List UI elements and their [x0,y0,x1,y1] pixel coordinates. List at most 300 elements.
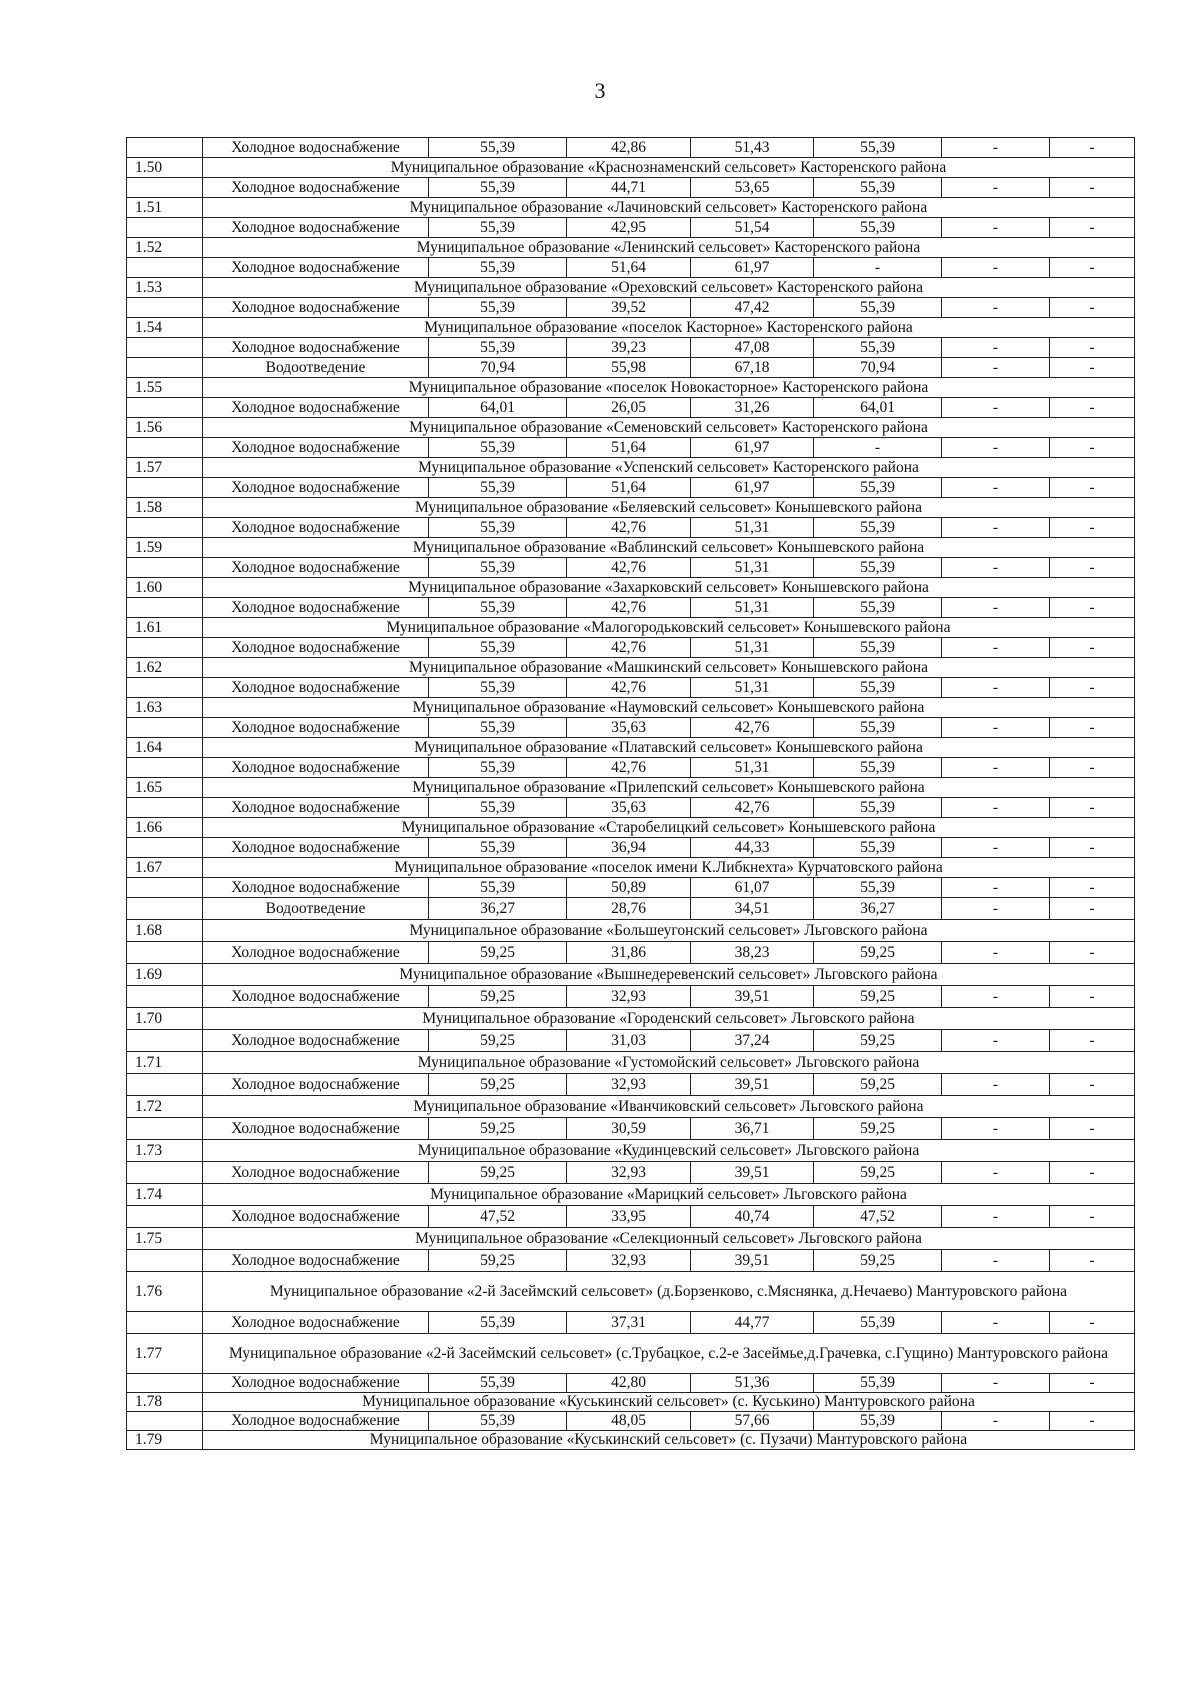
tariff-value: 39,51 [691,1162,814,1184]
empty-number-cell [127,358,203,378]
section-title: Муниципальное образование «Наумовский сельсовет» Конышевского района [203,698,1135,718]
tariff-value: - [942,758,1050,778]
service-row [127,638,1135,658]
section-row [127,278,1135,298]
section-row [127,1431,1135,1450]
tariff-value: - [942,1074,1050,1096]
service-row [127,798,1135,818]
tariff-value: 59,25 [814,1030,942,1052]
service-name: Холодное водоснабжение [203,1312,429,1334]
tariff-value: - [942,878,1050,898]
tariff-value: - [1050,758,1135,778]
tariff-value: - [1050,398,1135,418]
section-row [127,158,1135,178]
section-row [127,498,1135,518]
tariff-value: 51,36 [691,1374,814,1393]
section-number: 1.76 [127,1272,203,1312]
tariff-value: - [942,986,1050,1008]
tariff-value: - [942,1312,1050,1334]
section-row [127,1184,1135,1206]
service-row [127,838,1135,858]
section-number: 1.77 [127,1334,203,1374]
empty-number-cell [127,258,203,278]
service-row [127,598,1135,618]
tariff-value: 39,23 [567,338,691,358]
tariff-value: 51,31 [691,678,814,698]
section-row [127,858,1135,878]
tariff-value: 44,33 [691,838,814,858]
tariff-value: 55,39 [814,218,942,238]
service-name: Холодное водоснабжение [203,678,429,698]
service-row [127,1374,1135,1393]
tariff-value: 30,59 [567,1118,691,1140]
tariff-value: 55,39 [814,338,942,358]
service-row [127,1118,1135,1140]
service-name: Холодное водоснабжение [203,718,429,738]
tariff-value: - [814,258,942,278]
section-number: 1.62 [127,658,203,678]
section-row [127,238,1135,258]
tariff-value: 55,39 [814,878,942,898]
section-number: 1.74 [127,1184,203,1206]
empty-number-cell [127,518,203,538]
tariff-value: 59,25 [814,1162,942,1184]
tariff-value: - [1050,1312,1135,1334]
service-name: Холодное водоснабжение [203,942,429,964]
tariff-value: 42,80 [567,1374,691,1393]
tariff-value: - [942,718,1050,738]
empty-number-cell [127,878,203,898]
section-title: Муниципальное образование «Большеугонский сельсовет» Льговского района [203,920,1135,942]
service-name: Холодное водоснабжение [203,558,429,578]
tariff-value: - [942,1412,1050,1431]
section-title: Муниципальное образование «Ленинский сельсовет» Касторенского района [203,238,1135,258]
empty-number-cell [127,338,203,358]
tariff-value: 26,05 [567,398,691,418]
service-row [127,898,1135,920]
tariff-value: 33,95 [567,1206,691,1228]
tariff-value: - [1050,718,1135,738]
section-title: Муниципальное образование «поселок Новокасторное» Касторенского района [203,378,1135,398]
tariff-value: - [942,478,1050,498]
section-number: 1.52 [127,238,203,258]
tariff-value: - [942,838,1050,858]
section-title: Муниципальное образование «Ваблинский сельсовет» Конышевского района [203,538,1135,558]
tariff-value: 55,39 [814,518,942,538]
tariff-value: 42,95 [567,218,691,238]
tariff-value: - [1050,258,1135,278]
tariff-value: - [1050,678,1135,698]
tariff-value: 35,63 [567,798,691,818]
tariff-value: - [942,598,1050,618]
section-title: Муниципальное образование «поселок Касторное» Касторенского района [203,318,1135,338]
section-number: 1.78 [127,1393,203,1412]
service-row [127,942,1135,964]
tariff-value: 31,03 [567,1030,691,1052]
service-row [127,298,1135,318]
tariff-value: 51,64 [567,258,691,278]
empty-number-cell [127,218,203,238]
tariff-value: 64,01 [814,398,942,418]
tariff-value: 70,94 [429,358,567,378]
tariff-value: 59,25 [814,986,942,1008]
empty-number-cell [127,298,203,318]
section-row [127,198,1135,218]
section-title: Муниципальное образование «Платавский сельсовет» Конышевского района [203,738,1135,758]
service-row [127,758,1135,778]
tariff-value: 61,97 [691,438,814,458]
service-row [127,986,1135,1008]
section-row [127,1393,1135,1412]
empty-number-cell [127,1250,203,1272]
section-number: 1.59 [127,538,203,558]
tariff-value: 55,39 [429,838,567,858]
section-number: 1.61 [127,618,203,638]
service-row [127,338,1135,358]
tariff-value: 36,27 [814,898,942,920]
section-number: 1.56 [127,418,203,438]
service-name: Холодное водоснабжение [203,598,429,618]
section-number: 1.71 [127,1052,203,1074]
tariff-value: 55,39 [814,1312,942,1334]
empty-number-cell [127,1374,203,1393]
tariff-value: - [1050,798,1135,818]
empty-number-cell [127,138,203,158]
section-title: Муниципальное образование «Селекционный сельсовет» Льговского района [203,1228,1135,1250]
section-row [127,1008,1135,1030]
service-name: Холодное водоснабжение [203,298,429,318]
section-title: Муниципальное образование «Вышнедеревенский сельсовет» Льговского района [203,964,1135,986]
tariff-value: - [1050,1374,1135,1393]
service-row [127,558,1135,578]
service-name: Водоотведение [203,898,429,920]
empty-number-cell [127,986,203,1008]
tariff-value: - [814,438,942,458]
tariff-value: - [942,338,1050,358]
empty-number-cell [127,678,203,698]
section-row [127,1228,1135,1250]
service-name: Холодное водоснабжение [203,258,429,278]
tariff-value: 55,39 [429,338,567,358]
service-name: Холодное водоснабжение [203,138,429,158]
tariff-value: 53,65 [691,178,814,198]
service-name: Холодное водоснабжение [203,178,429,198]
section-number: 1.68 [127,920,203,942]
tariff-value: 40,74 [691,1206,814,1228]
tariff-value: - [1050,338,1135,358]
service-row [127,518,1135,538]
section-title: Муниципальное образование «Лачиновский сельсовет» Касторенского района [203,198,1135,218]
tariff-value: 57,66 [691,1412,814,1431]
section-number: 1.79 [127,1431,203,1450]
tariff-value: 42,76 [567,678,691,698]
tariff-value: 59,25 [814,1250,942,1272]
tariff-value: 42,76 [567,558,691,578]
service-row [127,1412,1135,1431]
tariff-value: - [942,298,1050,318]
service-name: Холодное водоснабжение [203,1412,429,1431]
tariff-value: - [942,558,1050,578]
section-title: Муниципальное образование «Беляевский сельсовет» Конышевского района [203,498,1135,518]
section-row [127,1140,1135,1162]
section-title: Муниципальное образование «Куськинский сельсовет» (с. Пузачи) Мантуровского района [203,1431,1135,1450]
tariff-value: - [1050,138,1135,158]
section-title: Муниципальное образование «Ореховский сельсовет» Касторенского района [203,278,1135,298]
section-row [127,778,1135,798]
empty-number-cell [127,798,203,818]
tariff-value: 55,39 [429,1412,567,1431]
service-name: Холодное водоснабжение [203,798,429,818]
tariff-value: 55,39 [814,1412,942,1431]
tariff-value: - [942,1250,1050,1272]
service-name: Холодное водоснабжение [203,218,429,238]
tariff-value: - [1050,1412,1135,1431]
tariff-value: 39,52 [567,298,691,318]
tariff-value: 55,39 [814,758,942,778]
tariff-value: 55,39 [429,678,567,698]
empty-number-cell [127,598,203,618]
empty-number-cell [127,1162,203,1184]
service-name: Холодное водоснабжение [203,518,429,538]
section-row [127,964,1135,986]
tariff-value: - [1050,942,1135,964]
tariff-value: 55,39 [814,638,942,658]
empty-number-cell [127,1118,203,1140]
tariff-value: 42,76 [567,518,691,538]
tariff-value: 64,01 [429,398,567,418]
tariff-value: - [942,942,1050,964]
section-number: 1.70 [127,1008,203,1030]
tariff-value: 55,39 [814,558,942,578]
section-number: 1.75 [127,1228,203,1250]
empty-number-cell [127,178,203,198]
tariff-value: 55,39 [814,798,942,818]
service-row [127,1030,1135,1052]
section-row [127,578,1135,598]
tariff-value: 42,76 [567,598,691,618]
tariff-value: - [1050,838,1135,858]
tariff-value: 55,39 [429,478,567,498]
service-row [127,398,1135,418]
tariff-value: 51,64 [567,438,691,458]
tariff-value: 59,25 [429,1030,567,1052]
tariff-table [126,137,1135,1450]
tariff-value: 42,76 [567,638,691,658]
section-title: Муниципальное образование «Кудинцевский сельсовет» Льговского района [203,1140,1135,1162]
section-number: 1.51 [127,198,203,218]
tariff-value: 55,39 [814,1374,942,1393]
tariff-value: 51,64 [567,478,691,498]
tariff-value: - [1050,218,1135,238]
tariff-value: 32,93 [567,986,691,1008]
tariff-value: 55,39 [814,678,942,698]
tariff-value: 39,51 [691,1250,814,1272]
tariff-value: 55,39 [429,218,567,238]
section-row [127,1052,1135,1074]
empty-number-cell [127,758,203,778]
tariff-value: 36,27 [429,898,567,920]
tariff-value: 36,71 [691,1118,814,1140]
section-title: Муниципальное образование «2-й Засеймский сельсовет» (д.Борзенково, с.Мяснянка, д.Нечаево) Мантуровского района [203,1272,1135,1312]
tariff-value: 28,76 [567,898,691,920]
tariff-value: 48,05 [567,1412,691,1431]
service-row [127,1250,1135,1272]
empty-number-cell [127,638,203,658]
service-name: Холодное водоснабжение [203,1030,429,1052]
tariff-value: - [1050,438,1135,458]
tariff-value: 51,54 [691,218,814,238]
tariff-value: 37,24 [691,1030,814,1052]
tariff-value: - [942,678,1050,698]
service-name: Холодное водоснабжение [203,398,429,418]
section-row [127,418,1135,438]
section-row [127,378,1135,398]
section-number: 1.63 [127,698,203,718]
tariff-value: 51,31 [691,558,814,578]
service-row [127,218,1135,238]
tariff-value: 59,25 [429,1074,567,1096]
tariff-value: 59,25 [429,1118,567,1140]
tariff-value: - [942,218,1050,238]
tariff-value: 55,98 [567,358,691,378]
section-number: 1.69 [127,964,203,986]
empty-number-cell [127,1030,203,1052]
section-row [127,318,1135,338]
tariff-value: 51,31 [691,758,814,778]
empty-number-cell [127,558,203,578]
tariff-value: 31,86 [567,942,691,964]
service-name: Холодное водоснабжение [203,758,429,778]
tariff-value: 42,86 [567,138,691,158]
empty-number-cell [127,398,203,418]
section-title: Муниципальное образование «Успенский сельсовет» Касторенского района [203,458,1135,478]
tariff-value: 67,18 [691,358,814,378]
tariff-value: 59,25 [429,986,567,1008]
tariff-value: 59,25 [814,942,942,964]
tariff-value: 55,39 [814,478,942,498]
section-title: Муниципальное образование «Иванчиковский сельсовет» Льговского района [203,1096,1135,1118]
tariff-value: 55,39 [814,298,942,318]
section-number: 1.50 [127,158,203,178]
tariff-value: 50,89 [567,878,691,898]
tariff-value: - [1050,1074,1135,1096]
tariff-value: - [1050,178,1135,198]
tariff-value: - [1050,878,1135,898]
tariff-value: 42,76 [567,758,691,778]
service-name: Холодное водоснабжение [203,338,429,358]
empty-number-cell [127,1074,203,1096]
section-title: Муниципальное образование «Прилепский сельсовет» Конышевского района [203,778,1135,798]
service-row [127,438,1135,458]
section-row [127,1096,1135,1118]
section-title: Муниципальное образование «Густомойский сельсовет» Льговского района [203,1052,1135,1074]
tariff-value: - [1050,358,1135,378]
tariff-value: - [942,1206,1050,1228]
tariff-value: 61,97 [691,478,814,498]
tariff-value: 55,39 [429,518,567,538]
tariff-value: - [942,1374,1050,1393]
section-title: Муниципальное образование «Малогородьковский сельсовет» Конышевского района [203,618,1135,638]
tariff-value: - [942,1030,1050,1052]
section-title: Муниципальное образование «2-й Засеймский сельсовет» (с.Трубацкое, с.2-е Засеймье,д.Грачевка, с.Гущино) Мантуровского района [203,1334,1135,1374]
tariff-value: 55,39 [429,178,567,198]
tariff-value: 51,31 [691,598,814,618]
section-row [127,658,1135,678]
tariff-value: 59,25 [429,942,567,964]
service-name: Холодное водоснабжение [203,1118,429,1140]
tariff-value: 55,39 [429,258,567,278]
tariff-value: 55,39 [429,298,567,318]
tariff-value: - [1050,598,1135,618]
service-row [127,1312,1135,1334]
tariff-value: 55,39 [429,558,567,578]
tariff-value: 55,39 [429,598,567,618]
section-row [127,698,1135,718]
tariff-value: - [942,638,1050,658]
empty-number-cell [127,438,203,458]
tariff-value: 55,39 [814,138,942,158]
tariff-value: - [1050,1206,1135,1228]
section-number: 1.72 [127,1096,203,1118]
section-number: 1.73 [127,1140,203,1162]
service-row [127,478,1135,498]
service-name: Холодное водоснабжение [203,438,429,458]
empty-number-cell [127,1206,203,1228]
section-row [127,818,1135,838]
tariff-value: - [942,258,1050,278]
empty-number-cell [127,838,203,858]
tariff-value: 38,23 [691,942,814,964]
section-row [127,920,1135,942]
section-title: Муниципальное образование «Марицкий сельсовет» Льговского района [203,1184,1135,1206]
empty-number-cell [127,1312,203,1334]
tariff-value: 47,08 [691,338,814,358]
section-number: 1.53 [127,278,203,298]
tariff-value: 55,39 [429,798,567,818]
section-number: 1.58 [127,498,203,518]
section-title: Муниципальное образование «Городенский сельсовет» Льговского района [203,1008,1135,1030]
section-title: Муниципальное образование «Машкинский сельсовет» Конышевского района [203,658,1135,678]
tariff-value: 55,39 [814,838,942,858]
tariff-value: - [942,1162,1050,1184]
section-row [127,738,1135,758]
service-row [127,878,1135,898]
tariff-value: 55,39 [814,718,942,738]
tariff-value: 42,76 [691,798,814,818]
tariff-value: - [942,438,1050,458]
section-row [127,538,1135,558]
tariff-value: - [942,798,1050,818]
service-name: Холодное водоснабжение [203,838,429,858]
tariff-value: - [942,898,1050,920]
service-name: Холодное водоснабжение [203,1074,429,1096]
tariff-value: 44,71 [567,178,691,198]
service-row [127,678,1135,698]
section-number: 1.65 [127,778,203,798]
service-name: Холодное водоснабжение [203,878,429,898]
tariff-value: - [942,138,1050,158]
tariff-value: 55,39 [429,438,567,458]
section-title: Муниципальное образование «Захарковский сельсовет» Конышевского района [203,578,1135,598]
tariff-value: - [942,178,1050,198]
page-number: 3 [594,78,606,103]
section-number: 1.57 [127,458,203,478]
service-row [127,718,1135,738]
section-title: Муниципальное образование «Семеновский сельсовет» Касторенского района [203,418,1135,438]
tariff-value: - [1050,1162,1135,1184]
section-number: 1.64 [127,738,203,758]
tariff-value: 51,43 [691,138,814,158]
